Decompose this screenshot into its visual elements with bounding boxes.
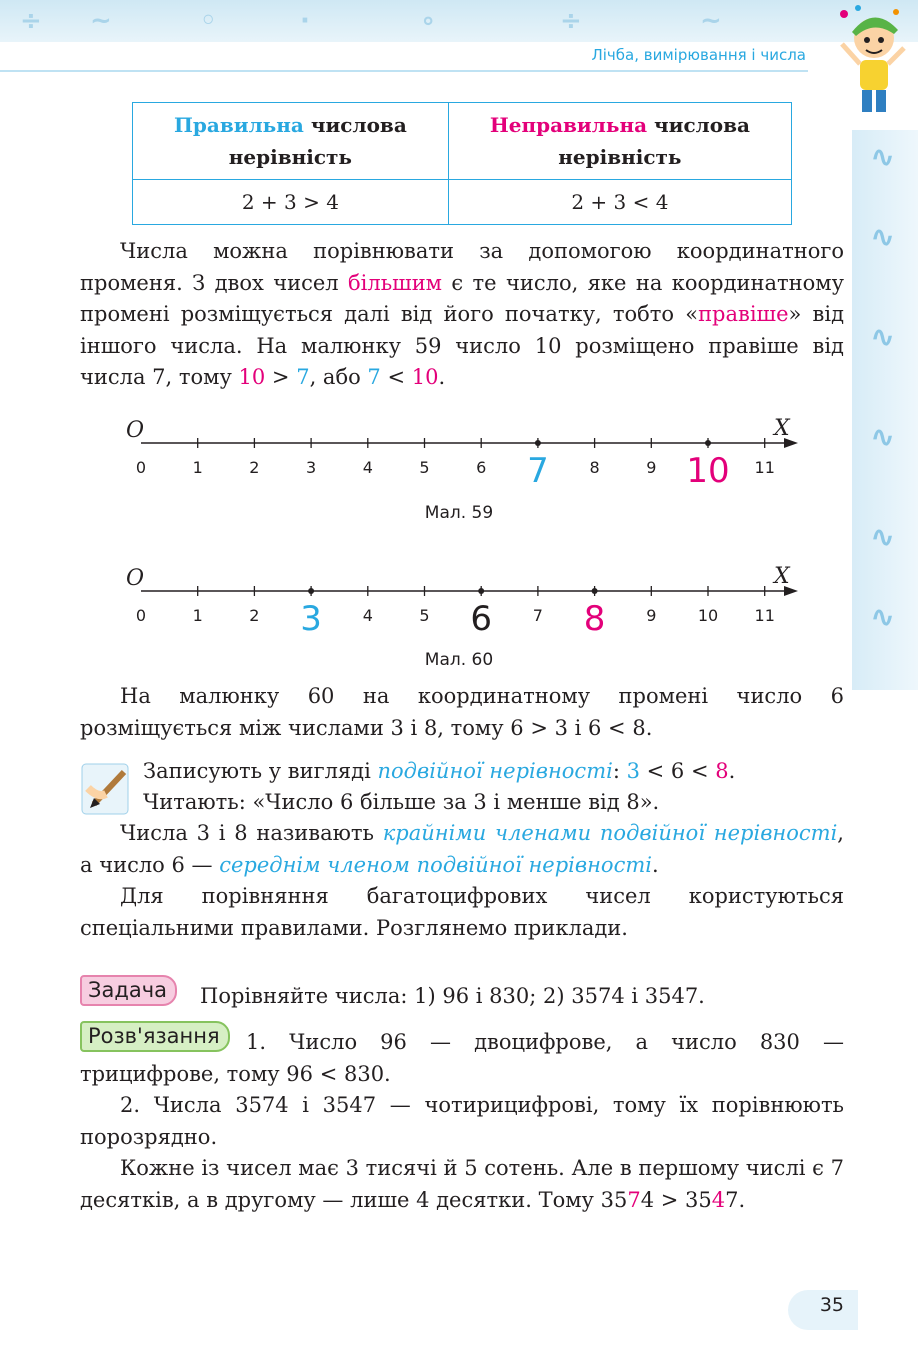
fig60-tick-label: 11 <box>754 606 775 625</box>
term-right: правіше <box>698 302 789 326</box>
text: Числа 3 і 8 називають <box>120 821 383 845</box>
decor-digits: ÷ <box>20 6 42 36</box>
fig59-tick-label: 8 <box>589 458 600 477</box>
text: . <box>728 759 736 783</box>
term-middle-member: середнім членом подвійної нерівності <box>219 852 652 877</box>
fig59-point <box>705 440 711 446</box>
fig59-tick-label: 5 <box>419 458 430 477</box>
digit-tens-7: 7 <box>627 1187 641 1212</box>
fig60-tick-label: 3 <box>300 599 322 639</box>
fig60-axis-label: X <box>774 564 790 589</box>
note-double-inequality <box>143 756 844 788</box>
text: , або <box>309 365 368 389</box>
sign: > <box>654 1187 686 1212</box>
text: . <box>438 365 446 389</box>
fig59-tick-label: 9 <box>646 458 657 477</box>
section-title: Лічба, вимірювання і числа <box>591 46 806 64</box>
text: < 6 < <box>639 759 716 783</box>
decor-digits: ~ <box>700 6 722 36</box>
decor-digits: ∿ <box>870 600 896 635</box>
digits: 4 <box>640 1187 655 1212</box>
head-incorrect-rest: числова нерівність <box>558 113 750 169</box>
decor-digits: ∿ <box>870 420 896 455</box>
page-number: 35 <box>819 1294 844 1316</box>
fig60-tick-label: 4 <box>362 606 373 625</box>
number-line-fig60 <box>0 560 918 640</box>
note-reading: Читають: «Число 6 більше за 3 і менше від 8». <box>143 790 660 814</box>
text: . <box>651 852 659 877</box>
fig59-axis-label: X <box>774 416 790 441</box>
term-bigger: більшим <box>348 270 443 295</box>
head-incorrect-word: Неправильна <box>489 113 648 137</box>
decor-digits: ∿ <box>870 520 896 555</box>
paragraph-members <box>80 818 844 881</box>
text: . <box>738 1187 746 1212</box>
table-cell-correct: 2 + 3 > 4 <box>133 180 449 225</box>
fig59-tick-label: 4 <box>362 458 373 477</box>
num-8: 8 <box>715 759 729 783</box>
fig60-origin-label: O <box>126 566 145 591</box>
solution-badge: Розв'язання <box>80 1021 230 1052</box>
fig60-tick-label: 2 <box>249 606 260 625</box>
inequality-table <box>132 102 792 225</box>
fig59-tick-label: 2 <box>249 458 260 477</box>
paragraph-fig60: На малюнку 60 на координатному промені число 6 розміщується між числами 3 і 8, тому 6 > 3 і 6 < 8. <box>80 684 844 740</box>
fig59-tick-label: 10 <box>686 451 730 491</box>
fig60-point <box>308 588 314 594</box>
header-rule <box>0 70 808 72</box>
text: , а число 6 — <box>80 821 844 877</box>
fig60-tick-label: 5 <box>419 606 430 625</box>
digit-tens-4: 4 <box>711 1187 726 1212</box>
paragraph-multi-digit: Для порівняння багатоцифрових чисел користуються спеціальними правилами. Розглянемо приклади. <box>80 884 844 940</box>
fig59-tick-label: 7 <box>527 451 549 491</box>
num-10: 10 <box>411 365 439 389</box>
head-correct-rest: числова нерівність <box>228 113 407 169</box>
decor-digits: ÷ <box>560 6 582 36</box>
decor-digits: · <box>300 6 310 36</box>
decor-digits: ∿ <box>870 140 896 175</box>
caption-fig60: Мал. 60 <box>424 650 494 670</box>
text: є те число, яке на координатному промені розміщується далі від його початку, тобто « <box>80 270 844 326</box>
fig60-tick-label: 6 <box>470 599 493 639</box>
table-head-correct <box>133 103 449 180</box>
fig59-origin-label: O <box>126 418 145 443</box>
fig60-point <box>478 588 484 594</box>
digits: 35 <box>600 1187 628 1212</box>
number-line-fig59 <box>0 412 918 492</box>
fig60-tick-label: 9 <box>646 606 657 625</box>
text: » від іншого числа. На малюнку 59 число 10 розміщено правіше від числа 7, тому <box>80 302 844 389</box>
decor-digits: ∘ <box>420 6 437 36</box>
table-cell-incorrect: 2 + 3 < 4 <box>448 180 791 225</box>
fig60-tick-label: 0 <box>135 606 147 625</box>
fig59-tick-label: 11 <box>754 458 775 477</box>
text: Записують у вигляді <box>143 759 378 783</box>
decor-digits: ◦ <box>200 6 217 36</box>
decor-digits: ∿ <box>870 320 896 355</box>
sign: > <box>265 365 297 389</box>
fig59-tick-label: 3 <box>306 458 317 477</box>
header-band <box>0 0 918 42</box>
digits: 35 <box>685 1187 712 1212</box>
mascot-boy-icon <box>834 4 910 126</box>
pencil-note-icon <box>80 758 134 818</box>
num-7: 7 <box>296 365 310 389</box>
fig60-tick-label: 10 <box>697 606 719 625</box>
term-double-inequality: подвійної нерівності <box>377 759 613 783</box>
fig59-tick-label: 0 <box>135 458 147 477</box>
task-text: Порівняйте числа: 1) 96 і 830; 2) 3574 і 3547. <box>200 984 705 1008</box>
decor-digits: ~ <box>90 6 112 36</box>
text: Кожне із чисел має 3 тисячі й 5 сотень. Але в першому числі є 7 десятків, а в другому — лише 4 десятки. Тому <box>80 1156 844 1212</box>
fig60-tick-label: 1 <box>192 606 203 625</box>
paragraph-compare-rule <box>80 236 844 394</box>
task-badge: Задача <box>80 975 177 1006</box>
term-extreme-members: крайніми членами подвійної нерівності <box>382 821 838 845</box>
fig60-tick-label: 7 <box>532 606 543 625</box>
fig59-point <box>535 440 541 446</box>
solution-step-2: 2. Числа 3574 і 3547 — чотирицифрові, тому їх порівнюють порозрядно. <box>80 1093 844 1149</box>
text: Числа можна порівнювати за допомогою координатного променя. З двох чисел <box>80 239 844 295</box>
head-correct-word: Правильна <box>174 113 304 137</box>
table-head-incorrect <box>448 103 791 180</box>
num-7: 7 <box>367 365 381 389</box>
digits: 7 <box>725 1187 739 1212</box>
fig60-tick-label: 8 <box>583 599 606 639</box>
text: : <box>612 759 627 783</box>
num-10: 10 <box>238 365 266 389</box>
fig60-point <box>592 588 598 594</box>
solution-step-1: 1. Число 96 — двоцифрове, а число 830 — трицифрове, тому 96 < 830. <box>80 1030 844 1086</box>
caption-fig59: Мал. 59 <box>424 503 494 523</box>
fig59-tick-label: 6 <box>476 458 487 477</box>
solution-step-3 <box>80 1153 844 1216</box>
fig59-tick-label: 1 <box>192 458 203 477</box>
sign: < <box>380 365 412 389</box>
decor-digits: ∿ <box>870 220 896 255</box>
num-3: 3 <box>626 759 640 783</box>
